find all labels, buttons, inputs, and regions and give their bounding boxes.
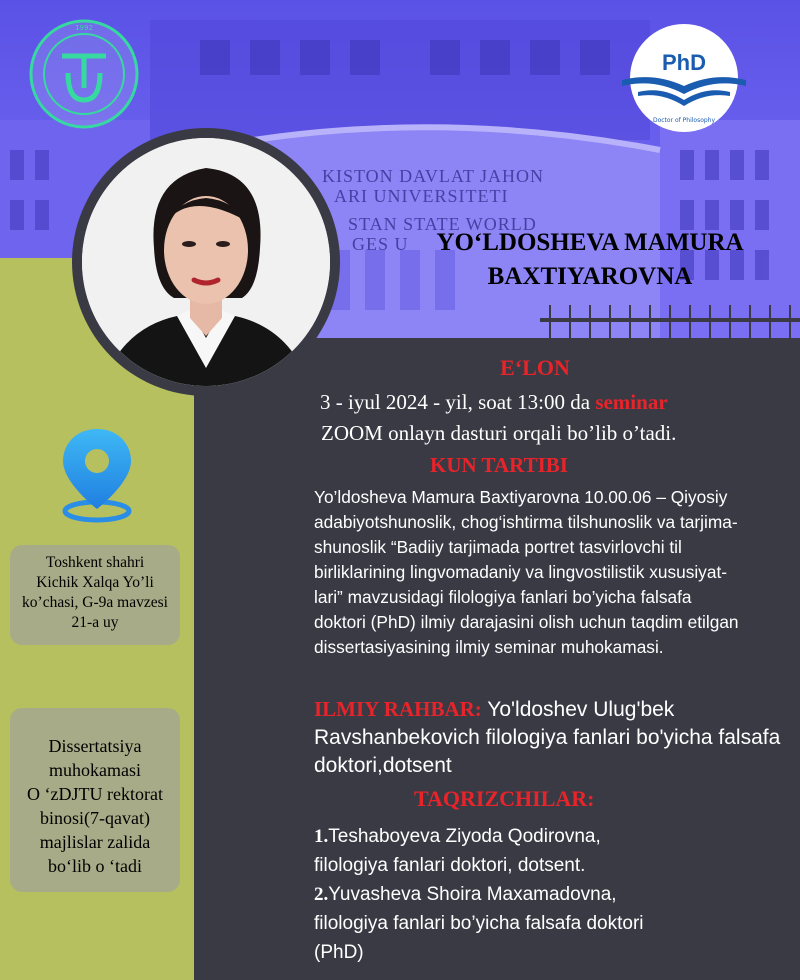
building-sign-3: STAN STATE WORLD (348, 214, 537, 234)
date-line (320, 390, 668, 415)
building-sign-1: KISTON DAVLAT JAHON (322, 166, 545, 186)
address-line: 21-a uy (71, 614, 119, 631)
portrait-photo (82, 138, 330, 386)
person-name-line1: YO‘LDOSHEVA MAMURA (436, 229, 744, 256)
venue-line: O ‘zDJTU rektorat (27, 784, 163, 804)
reviewers-list (314, 822, 784, 967)
agenda-title: KUN TARTIBI (430, 453, 568, 477)
reviewer-item (314, 822, 784, 851)
venue-line: binosi(7-qavat) (40, 808, 150, 828)
advisor-label: ILMIY RAHBAR: (314, 697, 482, 721)
reviewer-item (314, 880, 784, 909)
reviewer-title: filologiya fanlari doktori, dotsent. (314, 855, 586, 876)
event-type: seminar (595, 390, 668, 414)
agenda-text (314, 485, 790, 660)
venue-box (10, 708, 180, 892)
platform-line: ZOOM onlayn dasturi orqali bo’lib o’tadi. (321, 421, 677, 445)
reviewer-name: Teshaboyeva Ziyoda Qodirovna, (328, 826, 601, 847)
phd-logo-subtext: Doctor of Philosophy (652, 117, 716, 124)
venue-line: Dissertatsiya (48, 736, 142, 756)
phd-logo-icon (614, 22, 754, 134)
location-pin-icon (55, 425, 139, 525)
agenda-line: Yo’ldosheva Mamura Baxtiyarovna 10.00.06 – Qiyosiy (314, 487, 728, 507)
agenda-line: shunoslik “Badiiy tarjimada portret tasvirlovchi til (314, 537, 682, 557)
address-line: Kichik Xalqa Yo’li (36, 574, 154, 591)
date-text: 3 - iyul 2024 - yil, soat 13:00 da (320, 390, 596, 414)
reviewers-title: TAQRIZCHILAR: (414, 786, 595, 811)
reviewer-number: 2. (314, 884, 329, 905)
announcement-title: E‘LON (500, 355, 570, 380)
building-sign-4: GES U (352, 234, 409, 254)
uni-logo-year: 1992 (75, 24, 93, 32)
venue-line: muhokamasi (49, 760, 141, 780)
address-line: ko’chasi, G-9a mavzesi (22, 594, 168, 611)
person-name-line2: BAXTIYAROVNA (487, 263, 693, 290)
agenda-line: doktori (PhD) ilmiy darajasini olish uchun taqdim etilgan (314, 612, 739, 632)
agenda-line: birliklarining lingvomadaniy va lingvostilistik xususiyat- (314, 562, 727, 582)
reviewer-title: (PhD) (314, 942, 364, 963)
advisor-text: Yo'ldoshev Ulug'bek Ravshanbekovich filologiya fanlari bo'yicha falsafa doktori,dotsent (314, 698, 781, 777)
reviewer-title: filologiya fanlari bo’yicha falsafa doktori (314, 913, 644, 934)
reviewer-number: 1. (314, 826, 329, 847)
address-box (10, 545, 180, 645)
person-name (400, 226, 780, 294)
agenda-line: lari” mavzusidagi filologiya fanlari bo’yicha falsafa (314, 587, 692, 607)
phd-logo-text: PhD (662, 50, 706, 75)
agenda-line: adabiyotshunoslik, chog‘ishtirma tilshunoslik va tarjima- (314, 512, 738, 532)
reviewer-name: Yuvasheva Shoira Maxamadovna, (328, 884, 617, 905)
address-line: Toshkent shahri (45, 554, 145, 571)
advisor-section (314, 695, 784, 780)
venue-line: bo‘lib o ‘tadi (48, 856, 142, 876)
agenda-line: dissertasiyasining ilmiy seminar muhokamasi. (314, 637, 664, 657)
venue-line: majlislar zalida (39, 832, 151, 852)
university-logo-icon (28, 18, 140, 130)
building-sign-2: ARI UNIVERSITETI (334, 186, 509, 206)
